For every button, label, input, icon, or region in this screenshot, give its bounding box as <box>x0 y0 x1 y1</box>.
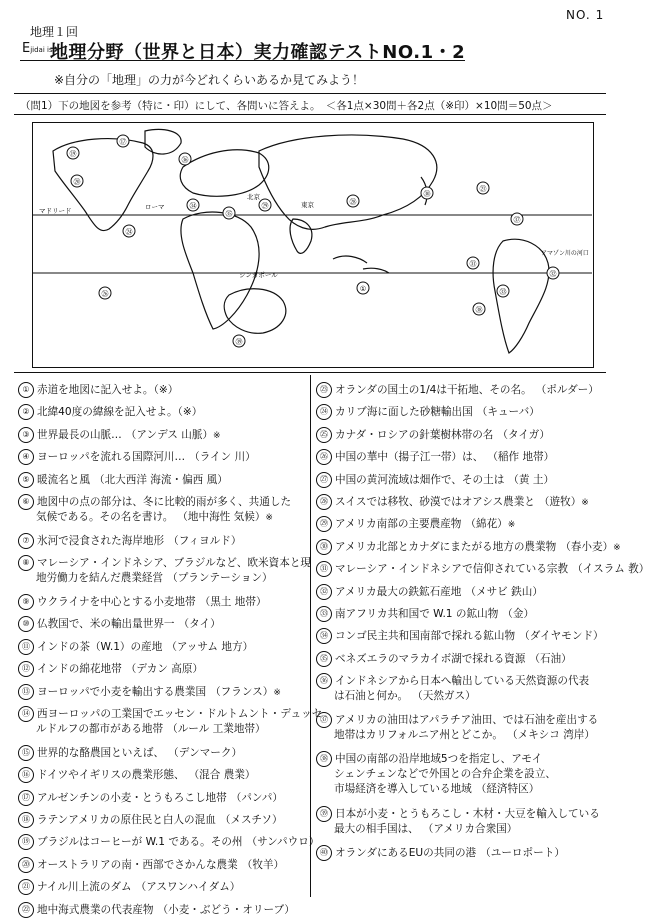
amazon-label: アマゾン川の河口 <box>541 250 589 257</box>
question-text: アメリカ最大の鉄鉱石産地 <box>335 585 462 598</box>
answer-text: （ 遊牧 ） <box>539 495 581 510</box>
question-text-continued: 気候である。その名を書け。 <box>36 511 174 523</box>
answer-text: （ パンパ ） <box>231 791 283 806</box>
question-number: ㉚ <box>316 539 332 555</box>
question-text: カリブ海に面した砂糖輸出国 <box>335 406 473 419</box>
page-number: NO. 1 <box>566 8 605 22</box>
map-marker-label: ⑲ <box>69 150 77 158</box>
map-marker <box>179 153 191 165</box>
question-item <box>18 382 178 398</box>
question-item <box>316 427 550 443</box>
title-underline <box>20 60 465 61</box>
brand-mark: Ejidai iso <box>22 41 57 56</box>
answer-text: （ 春小麦 ） <box>560 540 613 555</box>
australia-outline <box>224 289 286 334</box>
question-text: ブラジルはコーヒーが W.1 である。その州 <box>37 836 243 849</box>
divider <box>14 372 606 373</box>
question-item <box>18 812 283 828</box>
beijing-label: 北京 <box>247 193 260 201</box>
question-number: ⑨ <box>18 594 34 610</box>
answer-text: （ デンマーク ） <box>168 746 242 761</box>
question-item <box>316 449 554 465</box>
world-map <box>32 122 594 368</box>
score-mark: ※ <box>613 542 621 553</box>
question-item <box>18 427 221 444</box>
map-marker-label: ㉞ <box>189 202 197 210</box>
question-number: ㉞ <box>316 628 332 644</box>
question-number: ⑯ <box>18 767 34 783</box>
singapore-label: シンガポール <box>239 271 278 279</box>
question-item <box>18 494 291 526</box>
map-marker <box>67 147 79 159</box>
question-item <box>316 516 515 533</box>
score-mark: ※ <box>213 430 221 441</box>
question-item <box>316 494 589 511</box>
answer-text: （ 金 ） <box>502 607 534 622</box>
answer-text: （ アンデス 山脈 ） <box>126 428 213 443</box>
question-item <box>316 651 572 667</box>
answer-text: （ 経済特区 ） <box>476 782 540 797</box>
question-text: オランダにあるEUの共同の港 <box>335 846 477 859</box>
question-text: 日本が小麦・とうもろこし・木材・大豆を輸入している <box>335 808 600 820</box>
answer-text: （ ポルダー ） <box>536 383 599 398</box>
map-marker <box>511 213 523 225</box>
question-item <box>316 584 543 600</box>
question-number: ⑧ <box>18 555 34 571</box>
question-text: アルゼンチンの小麦・とうもろこし地帯 <box>37 791 227 804</box>
map-marker-label: ㉖ <box>101 290 109 298</box>
question-number: ㊴ <box>316 806 332 822</box>
question-number: ④ <box>18 449 34 465</box>
page-title: 地理分野（世界と日本）実力確認テストNO.1・2 <box>50 42 466 63</box>
question-text: ベネズエラのマラカイボ湖で採れる資源 <box>335 652 526 665</box>
map-marker <box>71 175 83 187</box>
answer-text: （ アッサム 地方 ） <box>166 640 253 655</box>
question-number: ㉔ <box>316 404 332 420</box>
question-item <box>316 673 589 704</box>
score-mark: ※ <box>273 687 281 698</box>
answer-text: （ 天然ガス ） <box>412 689 476 704</box>
question-text: 西ヨーロッパの工業国でエッセン・ドルトムント・デュッセ <box>37 708 323 720</box>
question-text: 中国の南部の沿岸地域5つを指定し、アモイ <box>335 752 543 765</box>
question-text-continued: 地労働力を結んだ農業経営 <box>36 572 164 585</box>
answer-text: （ 混合 農業 ） <box>189 768 256 783</box>
map-marker-label: ㉙ <box>261 202 269 210</box>
answer-text: （ デカン 高原 ） <box>126 662 203 677</box>
question-number: ⑭ <box>18 706 34 722</box>
question-item <box>18 555 310 586</box>
question-number: ⑫ <box>18 661 34 677</box>
question-item <box>18 767 256 783</box>
question-number: ㉟ <box>316 651 332 667</box>
question-text: インドネシアから日本へ輸出している天然資源の代表 <box>335 675 590 688</box>
map-marker <box>259 199 271 211</box>
question-number: ㉖ <box>316 449 332 465</box>
unit-label: 地理１回 <box>30 25 79 39</box>
question-item <box>18 684 281 701</box>
map-marker-label: ㉜ <box>549 270 557 278</box>
question-item <box>18 902 295 918</box>
question-number: ㊳ <box>316 751 332 767</box>
answer-text: （ メキシコ 湾岸 ） <box>507 728 595 743</box>
question-item <box>316 472 554 488</box>
question-text: コンゴ民主共和国南部で採れる鉱山物 <box>335 630 516 643</box>
answer-text: （ フランス ） <box>210 685 273 700</box>
question-number: ㉓ <box>316 382 332 398</box>
score-mark: ※ <box>265 513 273 523</box>
answer-text: （ 石油 ） <box>529 652 571 667</box>
question-item <box>18 879 240 895</box>
answer-text: （ 黄 土 ） <box>508 473 554 488</box>
question-number: ⑰ <box>18 790 34 806</box>
question-text: 北緯40度の緯線を記入せよ。（※） <box>37 406 203 419</box>
question-text: 世界最長の山脈… <box>37 428 122 441</box>
question-number: ㉘ <box>316 494 332 510</box>
instruction: （問1）下の地図を参考（特に・印）にして、各問いに答えよ。 ＜各1点×30問＋各2点（※印）×10問＝50点＞ <box>20 100 553 112</box>
question-text: アメリカ北部とカナダにまたがる地方の農業物 <box>335 540 557 553</box>
question-text: ヨーロッパを流れる国際河川… <box>37 451 186 464</box>
question-item <box>18 857 284 873</box>
answer-text: （ メスチソ ） <box>220 813 283 828</box>
answer-text: （ 小麦・ぶどう・オリーブ ） <box>158 903 295 918</box>
question-text: ラテンアメリカの原住民と白人の混血 <box>37 814 216 826</box>
question-text: カナダ・ロシアの針葉樹林帯の名 <box>335 428 494 441</box>
question-text: 中国の黄河流域は畑作で、その土は <box>335 473 505 486</box>
question-number: ⑱ <box>18 812 34 828</box>
question-text: 南アフリカ共和国で W.1 の鉱山物 <box>335 608 499 620</box>
question-item <box>18 533 241 549</box>
answer-text: （ アスワンハイダム ） <box>136 880 241 895</box>
question-item <box>316 382 599 398</box>
answer-text: （ ライン 川 ） <box>189 450 256 465</box>
question-number: ㉕ <box>316 427 332 443</box>
map-marker <box>223 207 235 219</box>
question-item <box>18 834 310 850</box>
question-text: 赤道を地図に記入せよ。（※） <box>37 384 179 396</box>
question-item <box>18 639 253 655</box>
map-marker-label: ㉔ <box>125 228 133 236</box>
map-marker <box>477 182 489 194</box>
question-text: マレーシア・インドネシア、ブラジルなど、欧米資本と現 <box>37 557 312 570</box>
question-text: スイスでは移牧、砂漠ではオアシス農業と <box>335 496 535 508</box>
question-text-continued: 最大の相手国は、 <box>334 823 419 835</box>
answer-text: （ アメリカ合衆国 ） <box>423 822 518 837</box>
map-marker <box>233 335 245 347</box>
question-number: ㉙ <box>316 516 332 532</box>
answer-text: （ サンパウロ ） <box>247 835 320 850</box>
question-number: ⑦ <box>18 533 34 549</box>
question-text: ヨーロッパで小麦を輸出する農業国 <box>37 685 207 698</box>
question-text: 仏教国で、米の輸出量世界一 <box>37 618 175 631</box>
question-item <box>316 751 556 797</box>
map-marker-label: ㉘ <box>349 198 357 206</box>
question-number: ㉒ <box>18 902 34 918</box>
question-text-continued: 市場経済を導入している地域 <box>334 782 472 795</box>
question-item <box>316 806 600 837</box>
question-text: 氷河で浸食された海岸地形 <box>37 534 165 547</box>
map-marker <box>497 285 509 297</box>
question-text-continued: ルドルフの都市がある地帯 <box>36 723 164 735</box>
question-number: ㉜ <box>316 584 332 600</box>
question-text: ドイツやイギリスの農業形態、 <box>37 769 185 782</box>
map-marker <box>547 267 559 279</box>
answer-text: （ キューバ ） <box>477 405 540 420</box>
question-text: オーストラリアの南・西部でさかんな農業 <box>37 858 238 871</box>
map-marker <box>347 195 359 207</box>
map-marker-label: ㉝ <box>499 288 507 296</box>
question-item <box>18 790 283 806</box>
indonesia-outline <box>333 256 389 273</box>
map-marker-label: ㊲ <box>513 216 521 224</box>
map-marker-label: ㊴ <box>235 338 243 346</box>
india-outline <box>290 219 312 253</box>
question-number: ㊱ <box>316 673 332 689</box>
question-text-continued: は石油と何か。 <box>334 690 409 703</box>
answer-text: （ 稲作 地帯 ） <box>487 450 554 465</box>
question-item <box>18 616 221 632</box>
question-number: ㉛ <box>316 561 332 577</box>
question-item <box>18 745 242 761</box>
madrid-label: マドリード <box>39 207 72 215</box>
question-item <box>18 661 203 677</box>
answer-text: （ プランテーション ） <box>167 571 273 586</box>
question-item <box>316 712 598 743</box>
question-number: ⑪ <box>18 639 34 655</box>
question-number: ⑩ <box>18 616 34 632</box>
question-number: ⑥ <box>18 494 34 510</box>
map-marker <box>357 282 369 294</box>
divider <box>14 114 606 115</box>
question-item <box>18 449 256 465</box>
question-item <box>18 706 323 737</box>
answer-text: （ ルール 工業地帯 ） <box>167 722 266 737</box>
question-text-continued: シェンチェンなどで外国との合弁企業を設立、 <box>334 767 556 780</box>
answer-text: （ メサビ 鉄山 ） <box>465 585 543 600</box>
answer-text: （ 黒土 地帯 ） <box>200 595 267 610</box>
map-marker <box>117 135 129 147</box>
map-marker-label: ⑳ <box>73 178 81 186</box>
question-number: ㊵ <box>316 845 332 861</box>
question-item <box>18 594 267 610</box>
answer-text: （ タイガ ） <box>497 428 550 443</box>
subtitle: ※自分の「地理」の力が今どれくらいあるか見てみよう！ <box>54 73 365 87</box>
map-marker <box>99 287 111 299</box>
question-number: ⑳ <box>18 857 34 873</box>
world-map-drawing <box>33 123 592 366</box>
map-marker-label: ㉛ <box>469 260 477 268</box>
question-number: ㉗ <box>316 472 332 488</box>
question-item <box>316 539 621 556</box>
map-marker <box>187 199 199 211</box>
question-text: オランダの国土の1/4は干拓地、その名。 <box>335 384 532 396</box>
answer-text: （ 綿花 ） <box>465 517 507 532</box>
rome-label: ローマ <box>145 203 165 211</box>
answer-text: （ 牧羊 ） <box>242 858 284 873</box>
answer-text: （ 地中海性 気候 ） <box>177 510 265 525</box>
question-number: ⑲ <box>18 834 34 850</box>
map-marker <box>421 187 433 199</box>
question-text: アメリカ南部の主要農産物 <box>335 518 462 531</box>
map-marker-label: ① <box>359 285 367 293</box>
question-item <box>316 845 565 861</box>
question-number: ⑮ <box>18 745 34 761</box>
answer-text: （ イスラム 教 ） <box>572 562 649 577</box>
question-text: アメリカの油田はアパラチア油田、では石油を産出する <box>335 714 599 726</box>
question-number: ㉝ <box>316 606 332 622</box>
answer-text: （ 北大西洋 海流・偏西 風 ） <box>94 473 228 488</box>
score-mark: ※ <box>507 520 516 531</box>
question-item <box>316 561 639 577</box>
answer-text: （ フィヨルド ） <box>168 534 241 549</box>
question-number: ㊲ <box>316 712 332 728</box>
question-text-continued: 地帯はカリフォルニア州とどこか。 <box>334 729 503 741</box>
question-text: 地図中の点の部分は、冬に比較的雨が多く、共通した <box>37 496 292 508</box>
question-number: ③ <box>18 427 34 443</box>
question-item <box>316 606 534 622</box>
column-divider <box>310 375 311 897</box>
europe-outline <box>180 150 269 196</box>
answer-text: （ ダイヤモンド ） <box>519 629 604 644</box>
question-text: マレーシア・インドネシアで信仰されている宗教 <box>335 563 569 576</box>
question-text: 世界的な酪農国といえば、 <box>37 746 165 759</box>
map-marker-label: ㉟ <box>225 210 233 218</box>
score-mark: ※ <box>581 498 589 508</box>
question-text: インドの茶（W.1）の産地 <box>37 640 163 653</box>
map-marker-label: ㊱ <box>181 156 189 164</box>
question-text: ナイル川上流のダム <box>37 881 132 894</box>
question-text: ウクライナを中心とする小麦地帯 <box>37 596 196 608</box>
question-text: 暖流名と風 <box>37 473 90 486</box>
map-marker-label: ⑰ <box>119 138 127 146</box>
question-text: 中国の華中（揚子江一帯）は、 <box>335 451 484 464</box>
map-marker-label: ㉑ <box>479 185 487 193</box>
map-marker-label: ㊳ <box>475 306 483 314</box>
map-marker-label: ㉚ <box>423 190 431 198</box>
tokyo-label: 東京 <box>301 201 314 209</box>
question-item <box>18 404 202 420</box>
question-number: ② <box>18 404 34 420</box>
question-text: 地中海式農業の代表産物 <box>37 903 154 916</box>
question-number: ⑤ <box>18 472 34 488</box>
question-item <box>316 404 540 420</box>
question-text: インドの綿花地帯 <box>37 663 122 676</box>
question-number: ① <box>18 382 34 398</box>
question-item <box>18 472 228 488</box>
question-item <box>316 628 604 644</box>
question-number: ㉑ <box>18 879 34 895</box>
answer-text: （ ユーロポート ） <box>480 846 565 861</box>
answer-text: （ タイ ） <box>179 617 221 632</box>
map-marker <box>467 257 479 269</box>
greenland-outline <box>145 130 181 155</box>
divider <box>14 93 606 94</box>
map-marker <box>123 225 135 237</box>
map-marker <box>473 303 485 315</box>
question-number: ⑬ <box>18 684 34 700</box>
